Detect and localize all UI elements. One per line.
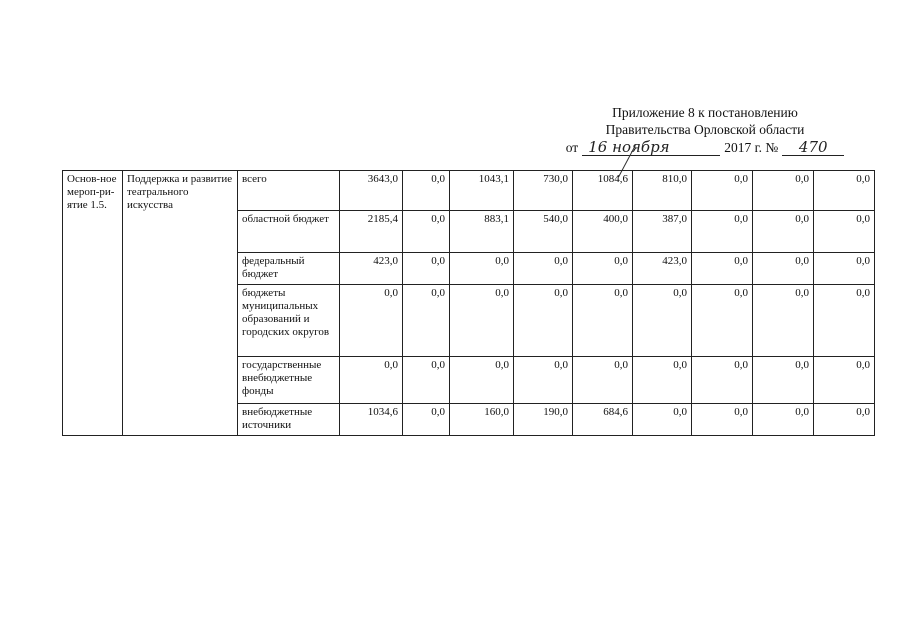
amount-cell: 0,0 [403, 404, 450, 436]
amount-cell: 0,0 [573, 357, 633, 404]
appendix-date-line [560, 139, 850, 156]
amount-cell: 400,0 [573, 211, 633, 253]
amount-cell: 0,0 [633, 357, 692, 404]
amount-cell: 0,0 [814, 404, 875, 436]
appendix-header [560, 104, 850, 156]
amount-cell: 0,0 [814, 285, 875, 357]
amount-cell: 160,0 [450, 404, 514, 436]
amount-cell: 0,0 [814, 171, 875, 211]
amount-cell: 0,0 [403, 253, 450, 285]
amount-cell: 0,0 [573, 253, 633, 285]
amount-cell: 0,0 [403, 357, 450, 404]
amount-cell: 0,0 [814, 253, 875, 285]
from-label: от [565, 140, 579, 155]
amount-cell: 0,0 [692, 404, 753, 436]
amount-cell: 2185,4 [340, 211, 403, 253]
amount-cell: 1034,6 [340, 404, 403, 436]
amount-cell: 0,0 [450, 357, 514, 404]
amount-cell: 0,0 [633, 285, 692, 357]
amount-cell: 810,0 [633, 171, 692, 211]
amount-cell: 0,0 [753, 357, 814, 404]
amount-cell: 0,0 [340, 285, 403, 357]
amount-cell: 0,0 [753, 404, 814, 436]
amount-cell: 0,0 [692, 211, 753, 253]
funding-source-cell: федеральный бюджет [238, 253, 340, 285]
amount-cell: 0,0 [403, 171, 450, 211]
amount-cell: 1084,6 [573, 171, 633, 211]
handwritten-number: 470 [782, 140, 844, 156]
amount-cell: 540,0 [514, 211, 573, 253]
year-number-label: 2017 г. № [724, 140, 779, 155]
amount-cell: 0,0 [692, 171, 753, 211]
funding-source-cell: бюджеты муниципальных образований и городских округов [238, 285, 340, 357]
amount-cell: 0,0 [753, 171, 814, 211]
amount-cell: 0,0 [753, 211, 814, 253]
amount-cell: 3643,0 [340, 171, 403, 211]
amount-cell: 0,0 [814, 357, 875, 404]
activity-name-cell: Поддержка и развитие театрального искусства [123, 171, 238, 436]
funding-source-cell: внебюджетные источники [238, 404, 340, 436]
amount-cell: 0,0 [692, 357, 753, 404]
amount-cell: 684,6 [573, 404, 633, 436]
amount-cell: 0,0 [814, 211, 875, 253]
funding-source-cell: областной бюджет [238, 211, 340, 253]
amount-cell: 883,1 [450, 211, 514, 253]
amount-cell: 0,0 [514, 285, 573, 357]
amount-cell: 0,0 [340, 357, 403, 404]
amount-cell: 1043,1 [450, 171, 514, 211]
amount-cell: 0,0 [633, 404, 692, 436]
funding-table [62, 170, 875, 436]
amount-cell: 190,0 [514, 404, 573, 436]
amount-cell: 0,0 [753, 253, 814, 285]
funding-source-cell: всего [238, 171, 340, 211]
amount-cell: 0,0 [753, 285, 814, 357]
amount-cell: 423,0 [340, 253, 403, 285]
activity-code-cell: Основ-ное мероп-ри-ятие 1.5. [63, 171, 123, 436]
amount-cell: 0,0 [692, 253, 753, 285]
appendix-authority: Правительства Орловской области [605, 122, 805, 137]
amount-cell: 0,0 [573, 285, 633, 357]
appendix-title: Приложение 8 к постановлению [612, 105, 798, 120]
amount-cell: 0,0 [514, 357, 573, 404]
amount-cell: 0,0 [692, 285, 753, 357]
handwritten-date: 16 ноября [582, 140, 720, 156]
amount-cell: 387,0 [633, 211, 692, 253]
amount-cell: 0,0 [514, 253, 573, 285]
amount-cell: 0,0 [403, 285, 450, 357]
amount-cell: 0,0 [403, 211, 450, 253]
amount-cell: 0,0 [450, 253, 514, 285]
amount-cell: 423,0 [633, 253, 692, 285]
amount-cell: 730,0 [514, 171, 573, 211]
table-row [63, 171, 875, 211]
funding-source-cell: государственные внебюджетные фонды [238, 357, 340, 404]
amount-cell: 0,0 [450, 285, 514, 357]
